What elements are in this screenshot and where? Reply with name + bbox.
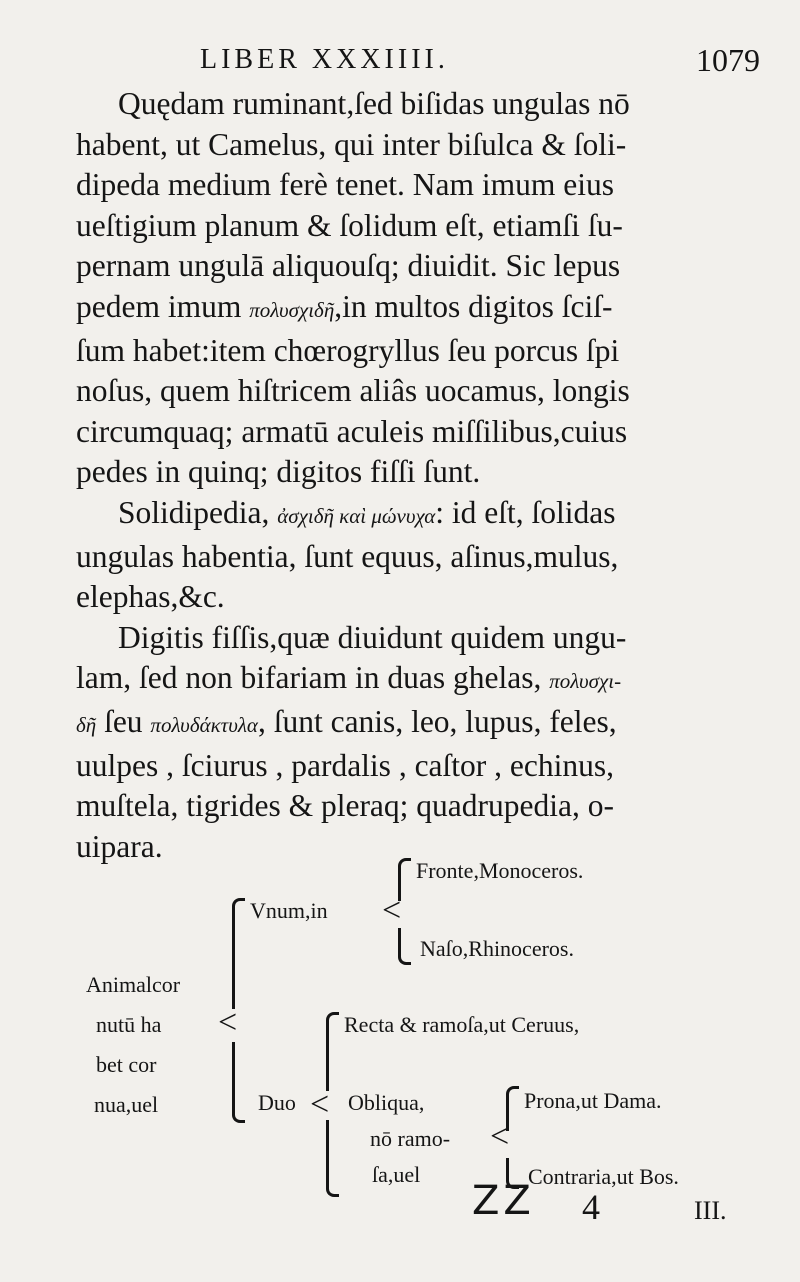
branch-oblique: nō ramo- bbox=[370, 1126, 451, 1151]
text-line: pedes in quinq; digitos fiſſi ſunt. bbox=[76, 454, 481, 490]
text-line: Digitis fiſſis,quæ diuidunt quidem ungu- bbox=[118, 619, 627, 655]
brace-one-lower bbox=[398, 928, 411, 965]
text-line: ungulas habentia, ſunt equus, aſinus,mulus, bbox=[76, 538, 619, 574]
branch-two-label: Duo bbox=[258, 1090, 296, 1115]
text-line: uipara. bbox=[76, 828, 163, 864]
text-run: lam, ſed non bifariam in duas ghelas, bbox=[76, 660, 550, 696]
signature-mark: ZZ bbox=[472, 1178, 535, 1224]
brace-two-upper bbox=[326, 1012, 339, 1091]
text-run: : id eſt, ſolidas bbox=[435, 494, 616, 530]
table-root-label: nua,uel bbox=[94, 1092, 159, 1117]
text-line: uulpes , ſciurus , pardalis , caſtor , echinus, bbox=[76, 747, 614, 783]
running-head: LIBER XXXIIII. bbox=[200, 44, 449, 75]
brace-point: < bbox=[310, 1086, 330, 1123]
text-line: elephas,&c. bbox=[76, 579, 225, 615]
branch-oblique: Obliqua, bbox=[348, 1090, 425, 1115]
signature-number: 4 bbox=[582, 1187, 600, 1227]
branch-prone: Prona,ut Dama. bbox=[524, 1088, 662, 1113]
text-run: Solidipedia, bbox=[118, 494, 278, 530]
table-root-label: bet cor bbox=[96, 1052, 157, 1077]
branch-oblique: ſa,uel bbox=[372, 1162, 421, 1187]
brace-point: < bbox=[490, 1118, 510, 1155]
text-line: dipeda medium ferè tenet. Nam imum eius bbox=[76, 167, 614, 203]
text-line: Quędam ruminant,ſed biſidas ungulas nō bbox=[118, 86, 630, 121]
brace-lower bbox=[232, 1042, 245, 1123]
table-root-label: nutū ha bbox=[96, 1012, 162, 1037]
branch-straight: Recta & ramoſa,ut Ceruus, bbox=[344, 1012, 580, 1037]
brace-point: < bbox=[218, 1004, 238, 1041]
branch-nose: Naſo,Rhinoceros. bbox=[420, 936, 574, 961]
branch-front: Fronte,Monoceros. bbox=[416, 858, 584, 883]
branch-one-label: Vnum,in bbox=[250, 898, 328, 923]
text-run: , ſunt canis, leo, lupus, feles, bbox=[257, 703, 617, 739]
greek-term: πολυδάκτυλα bbox=[150, 712, 258, 737]
greek-term: δῆ bbox=[76, 712, 97, 737]
greek-term: πολυσχιδῆ bbox=[249, 297, 335, 322]
text-line: ſum habet:item chœrogryllus ſeu porcus ſpi bbox=[76, 332, 620, 368]
brace-upper bbox=[232, 898, 245, 1009]
table-root-label: Animalcor bbox=[86, 972, 181, 997]
text-run: ,in multos digitos ſciſ- bbox=[334, 288, 613, 324]
brace-point: < bbox=[382, 892, 402, 929]
text-line: muſtela, tigrides & pleraq; quadrupedia, o- bbox=[76, 788, 614, 824]
text-line: pernam ungulā aliquouſq; diuidit. Sic lepus bbox=[76, 248, 621, 284]
brace-two-lower bbox=[326, 1120, 339, 1197]
page-number: 1079 bbox=[696, 42, 760, 78]
text-run: ſeu bbox=[96, 703, 151, 739]
text-line: circumquaq; armatū aculeis miſſilibus,cuius bbox=[76, 413, 628, 449]
greek-term: ἀσχιδῆ καὶ μώνυχα bbox=[277, 503, 436, 528]
greek-term: πολυσχι- bbox=[549, 669, 622, 694]
text-line: habent, ut Camelus, qui inter biſulca & ſoli- bbox=[76, 126, 627, 162]
branch-contrary: Contraria,ut Bos. bbox=[528, 1164, 679, 1189]
catchword: III. bbox=[694, 1196, 727, 1225]
text-run: pedem imum bbox=[76, 288, 250, 324]
text-line: noſus, quem hiſtricem aliâs uocamus, longis bbox=[76, 373, 630, 409]
text-line: ueſtigium planum & ſolidum eſt, etiamſi ſu- bbox=[76, 207, 623, 243]
